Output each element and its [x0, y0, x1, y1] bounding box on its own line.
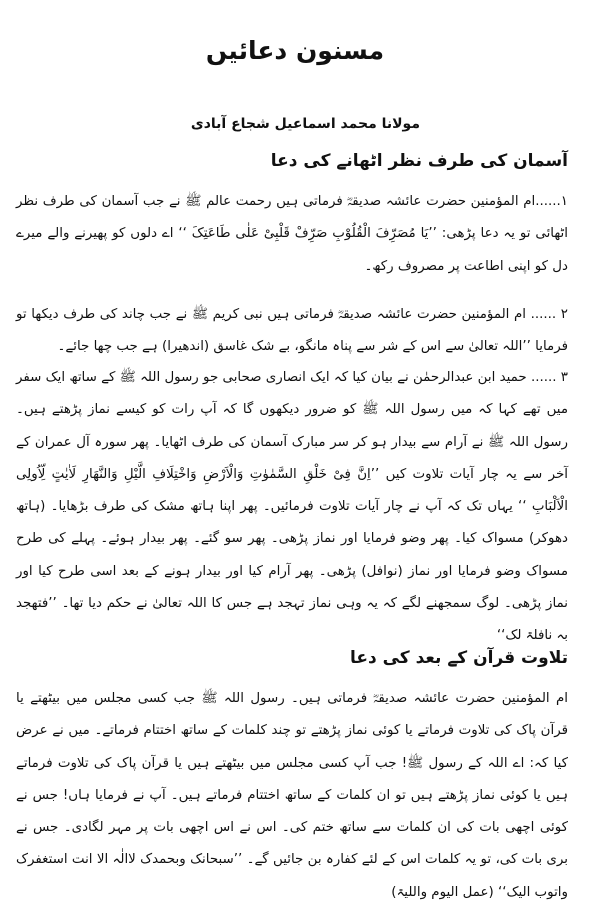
page-title: مسنون دعائیں — [205, 36, 385, 65]
paragraph-3: ۳ ...... حمید ابن عبدالرحمٰن نے بیان کیا کہ ایک انصاری صحابی جو رسول اللہ ﷺ کے ساتھ ایک سفر میں تھے کہا کہ میں رسول اللہ ﷺ کو ضرور دیکھوں گا کہ آپ رات کو کیسے نماز پڑھتے ہیں۔ رسول اللہ ﷺ نے آرام سے بیدار ہو کر سر مبارک آسمان کی طرف اٹھایا۔ پھر سورہ آل عمران کے آخر سے یہ چار آیات تلاوت کیں ’’اِنَّ فِیْ خَلْقِ السَّمٰوٰتِ وَالْاَرْضِ وَاخْتِلَافِ الَّیْلِ وَالنَّھَارِ لَاٰیٰتٍ لِّاُولِی الْاَلْبَابِ ‘‘ یہاں تک کہ آپ نے چار آیات تلاوت فرمائیں۔ پھر اپنا ہاتھ مشک کی طرف بڑھایا۔ (ہاتھ دھوکر) مسواک کیا۔ پھر وضو فرمایا اور نماز پڑھی۔ پھر سو گئے۔ پھر بیدار ہوئے۔ پہلے کی طرح مسواک وضو فرمایا اور نماز (نوافل) پڑھی۔ پھر آرام کیا اور بیدار ہونے کے بعد اسی طرح کیا اور نماز پڑھی۔ لوگ سمجھنے لگے کہ یہ وہی نماز تہجد ہے جس کا اللہ تعالیٰ نے حکم دیا تھا۔ ’’فتھجد بہ نافلۃ لک‘‘ — [16, 370, 568, 644]
author-name: مولانا محمد اسماعیل شجاع آبادی — [190, 116, 420, 132]
paragraph-2: ۲ ...... ام المؤمنین حضرت عائشہ صدیقہؓ فرماتی ہیں نبی کریم ﷺ نے جب چاند کی طرف دیکھا تو فرمایا ’’اللہ تعالیٰ سے اس کے شر سے پناہ مانگو، بے شک غاسق (اندھیرا) ہے جب چھا جائے۔ — [16, 307, 568, 355]
section-heading-quran-dua: تلاوت قرآن کے بعد کی دعا — [349, 648, 568, 668]
paragraph-1: ۱......ام المؤمنین حضرت عائشہ صدیقہؓ فرماتی ہیں رحمت عالم ﷺ نے جب آسمان کی طرف نظر اٹھائی تو یہ دعا پڑھی: ’’یَا مُصَرِّفَ الْقُلُوْبِ صَرِّفْ قَلْبِیْ عَلٰی طَاعَتِکَ ‘‘ اے دلوں کو پھیرنے والے میرے دل کو اپنی اطاعت پر مصروف رکھ۔ — [16, 194, 568, 274]
section-heading-sky-dua: آسمان کی طرف نظر اٹھانے کی دعا — [270, 151, 568, 171]
paragraph-4: ام المؤمنین حضرت عائشہ صدیقہؓ فرماتی ہیں۔ رسول اللہ ﷺ جب کسی مجلس میں بیٹھتے یا قرآن پاک کی تلاوت فرماتے یا کوئی نماز پڑھتے تو چند کلمات کے ساتھ اختتام فرماتے۔ میں نے عرض کیا کہ: اے اللہ کے رسول ﷺ! جب آپ کسی مجلس میں بیٹھتے ہیں یا قرآن پاک کی تلاوت فرماتے ہیں یا کوئی نماز پڑھتے ہیں تو ان کلمات کے ساتھ اختتام فرماتے ہیں۔ آپ نے فرمایا ہاں! جس نے کوئی اچھی بات کی ان کلمات سے ساتھ ختم کی۔ اس نے اس اچھی بات پر مہر لگادی۔ جس نے بری بات کی، تو یہ کلمات اس کے لئے کفارہ بن جائیں گے۔ ’’سبحانک وبحمدک لاالٰہ الا انت استغفرک واتوب الیک‘‘ (عمل الیوم واللیۃ) — [16, 691, 568, 900]
